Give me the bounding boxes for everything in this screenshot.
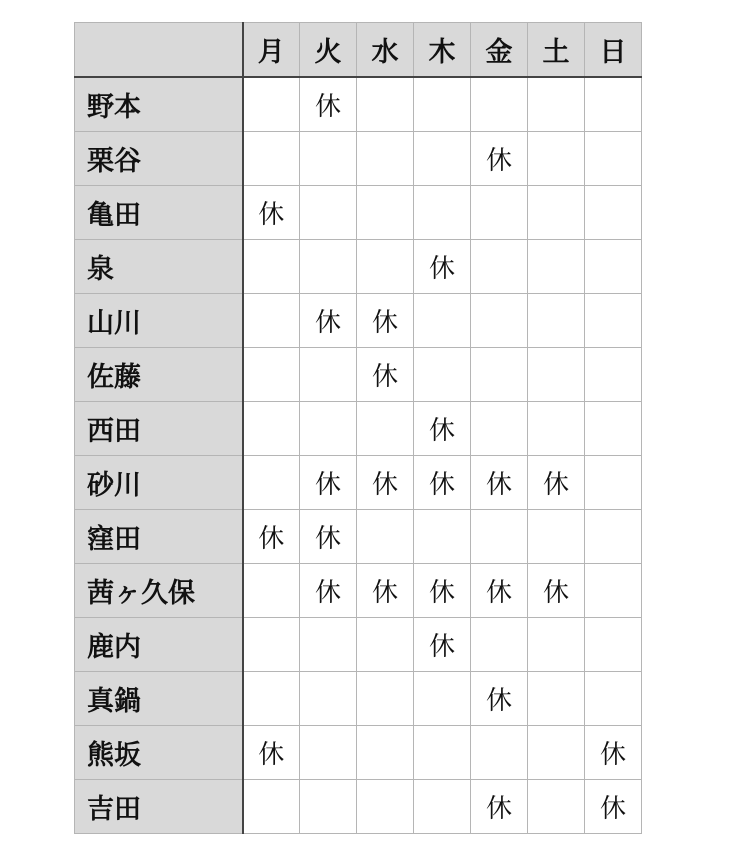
schedule-cell (414, 348, 471, 402)
schedule-cell (300, 348, 357, 402)
day-header-fri: 金 (471, 23, 528, 78)
schedule-cell (528, 726, 585, 780)
schedule-cell (471, 294, 528, 348)
schedule-cell (414, 186, 471, 240)
table-row (75, 672, 642, 726)
employee-name: 茜ヶ久保 (75, 564, 243, 618)
schedule-cell: 休 (243, 186, 300, 240)
schedule-cell: 休 (414, 618, 471, 672)
schedule-cell: 休 (300, 456, 357, 510)
schedule-cell (528, 672, 585, 726)
schedule-cell (243, 240, 300, 294)
schedule-cell (414, 780, 471, 834)
employee-name: 佐藤 (75, 348, 243, 402)
schedule-cell (243, 672, 300, 726)
schedule-cell (471, 186, 528, 240)
schedule-cell (528, 402, 585, 456)
employee-name: 鹿内 (75, 618, 243, 672)
schedule-cell: 休 (243, 510, 300, 564)
schedule-cell: 休 (414, 240, 471, 294)
schedule-cell (300, 186, 357, 240)
schedule-cell (585, 510, 642, 564)
schedule-cell (585, 294, 642, 348)
schedule-cell (528, 77, 585, 132)
corner-cell (75, 23, 243, 78)
schedule-cell (243, 618, 300, 672)
employee-name: 西田 (75, 402, 243, 456)
schedule-cell: 休 (300, 294, 357, 348)
schedule-cell (300, 726, 357, 780)
schedule-cell (471, 402, 528, 456)
schedule-cell (357, 77, 414, 132)
table-row (75, 564, 642, 618)
table-row (75, 726, 642, 780)
schedule-cell (471, 726, 528, 780)
schedule-cell: 休 (357, 564, 414, 618)
employee-name: 栗谷 (75, 132, 243, 186)
schedule-cell (414, 77, 471, 132)
schedule-cell: 休 (414, 564, 471, 618)
schedule-cell: 休 (300, 510, 357, 564)
employee-name: 野本 (75, 77, 243, 132)
table-row (75, 186, 642, 240)
schedule-cell (243, 294, 300, 348)
schedule-cell (528, 510, 585, 564)
schedule-cell (300, 780, 357, 834)
schedule-cell (300, 132, 357, 186)
day-header-wed: 水 (357, 23, 414, 78)
schedule-cell (585, 672, 642, 726)
schedule-cell (357, 672, 414, 726)
schedule-cell: 休 (471, 564, 528, 618)
schedule-cell (243, 77, 300, 132)
schedule-cell (471, 348, 528, 402)
schedule-cell (528, 240, 585, 294)
schedule-cell (414, 294, 471, 348)
schedule-cell (357, 132, 414, 186)
schedule-cell (528, 132, 585, 186)
schedule-cell: 休 (357, 294, 414, 348)
schedule-cell (585, 564, 642, 618)
employee-name: 亀田 (75, 186, 243, 240)
schedule-cell: 休 (357, 456, 414, 510)
schedule-cell (528, 618, 585, 672)
schedule-cell (528, 780, 585, 834)
schedule-cell (585, 348, 642, 402)
employee-name: 泉 (75, 240, 243, 294)
schedule-cell: 休 (528, 456, 585, 510)
schedule-cell (243, 348, 300, 402)
table-row (75, 510, 642, 564)
schedule-cell (243, 132, 300, 186)
schedule-cell (357, 186, 414, 240)
schedule-cell (357, 726, 414, 780)
schedule-cell: 休 (585, 780, 642, 834)
schedule-cell: 休 (471, 780, 528, 834)
schedule-cell: 休 (414, 456, 471, 510)
schedule-cell (585, 240, 642, 294)
table-row (75, 618, 642, 672)
schedule-cell (585, 618, 642, 672)
table-row (75, 402, 642, 456)
schedule-cell (528, 348, 585, 402)
schedule-cell (471, 618, 528, 672)
schedule-cell (471, 240, 528, 294)
schedule-cell (414, 132, 471, 186)
table-row (75, 240, 642, 294)
schedule-cell (357, 510, 414, 564)
schedule-cell (357, 618, 414, 672)
schedule-cell (585, 186, 642, 240)
schedule-cell: 休 (414, 402, 471, 456)
employee-name: 砂川 (75, 456, 243, 510)
schedule-cell (300, 402, 357, 456)
schedule-cell (357, 780, 414, 834)
table-row (75, 132, 642, 186)
day-header-mon: 月 (243, 23, 300, 78)
schedule-cell: 休 (471, 672, 528, 726)
schedule-cell: 休 (471, 132, 528, 186)
schedule-cell (243, 780, 300, 834)
schedule-cell (300, 672, 357, 726)
employee-name: 熊坂 (75, 726, 243, 780)
table-row (75, 294, 642, 348)
employee-name: 吉田 (75, 780, 243, 834)
schedule-cell (414, 510, 471, 564)
schedule-cell (585, 402, 642, 456)
schedule-cell: 休 (471, 456, 528, 510)
schedule-cell (471, 77, 528, 132)
schedule-cell: 休 (528, 564, 585, 618)
schedule-cell (357, 402, 414, 456)
schedule-cell (243, 564, 300, 618)
schedule-cell (585, 456, 642, 510)
table-row (75, 77, 642, 132)
schedule-cell (528, 186, 585, 240)
schedule-cell (414, 672, 471, 726)
employee-name: 山川 (75, 294, 243, 348)
schedule-cell (243, 456, 300, 510)
schedule-cell (357, 240, 414, 294)
schedule-cell: 休 (300, 564, 357, 618)
schedule-cell (243, 402, 300, 456)
schedule-cell (585, 132, 642, 186)
table-row (75, 780, 642, 834)
schedule-cell: 休 (585, 726, 642, 780)
schedule-cell: 休 (243, 726, 300, 780)
employee-name: 真鍋 (75, 672, 243, 726)
schedule-cell (300, 240, 357, 294)
header-row (75, 23, 642, 78)
shift-schedule-table (74, 22, 642, 834)
table-row (75, 348, 642, 402)
table-row (75, 456, 642, 510)
schedule-cell (528, 294, 585, 348)
schedule-cell (300, 618, 357, 672)
schedule-cell: 休 (300, 77, 357, 132)
table-body (75, 77, 642, 834)
day-header-thu: 木 (414, 23, 471, 78)
schedule-cell (471, 510, 528, 564)
day-header-tue: 火 (300, 23, 357, 78)
day-header-sun: 日 (585, 23, 642, 78)
table-header (75, 23, 642, 78)
schedule-cell (585, 77, 642, 132)
schedule-cell (414, 726, 471, 780)
day-header-sat: 土 (528, 23, 585, 78)
employee-name: 窪田 (75, 510, 243, 564)
schedule-cell: 休 (357, 348, 414, 402)
